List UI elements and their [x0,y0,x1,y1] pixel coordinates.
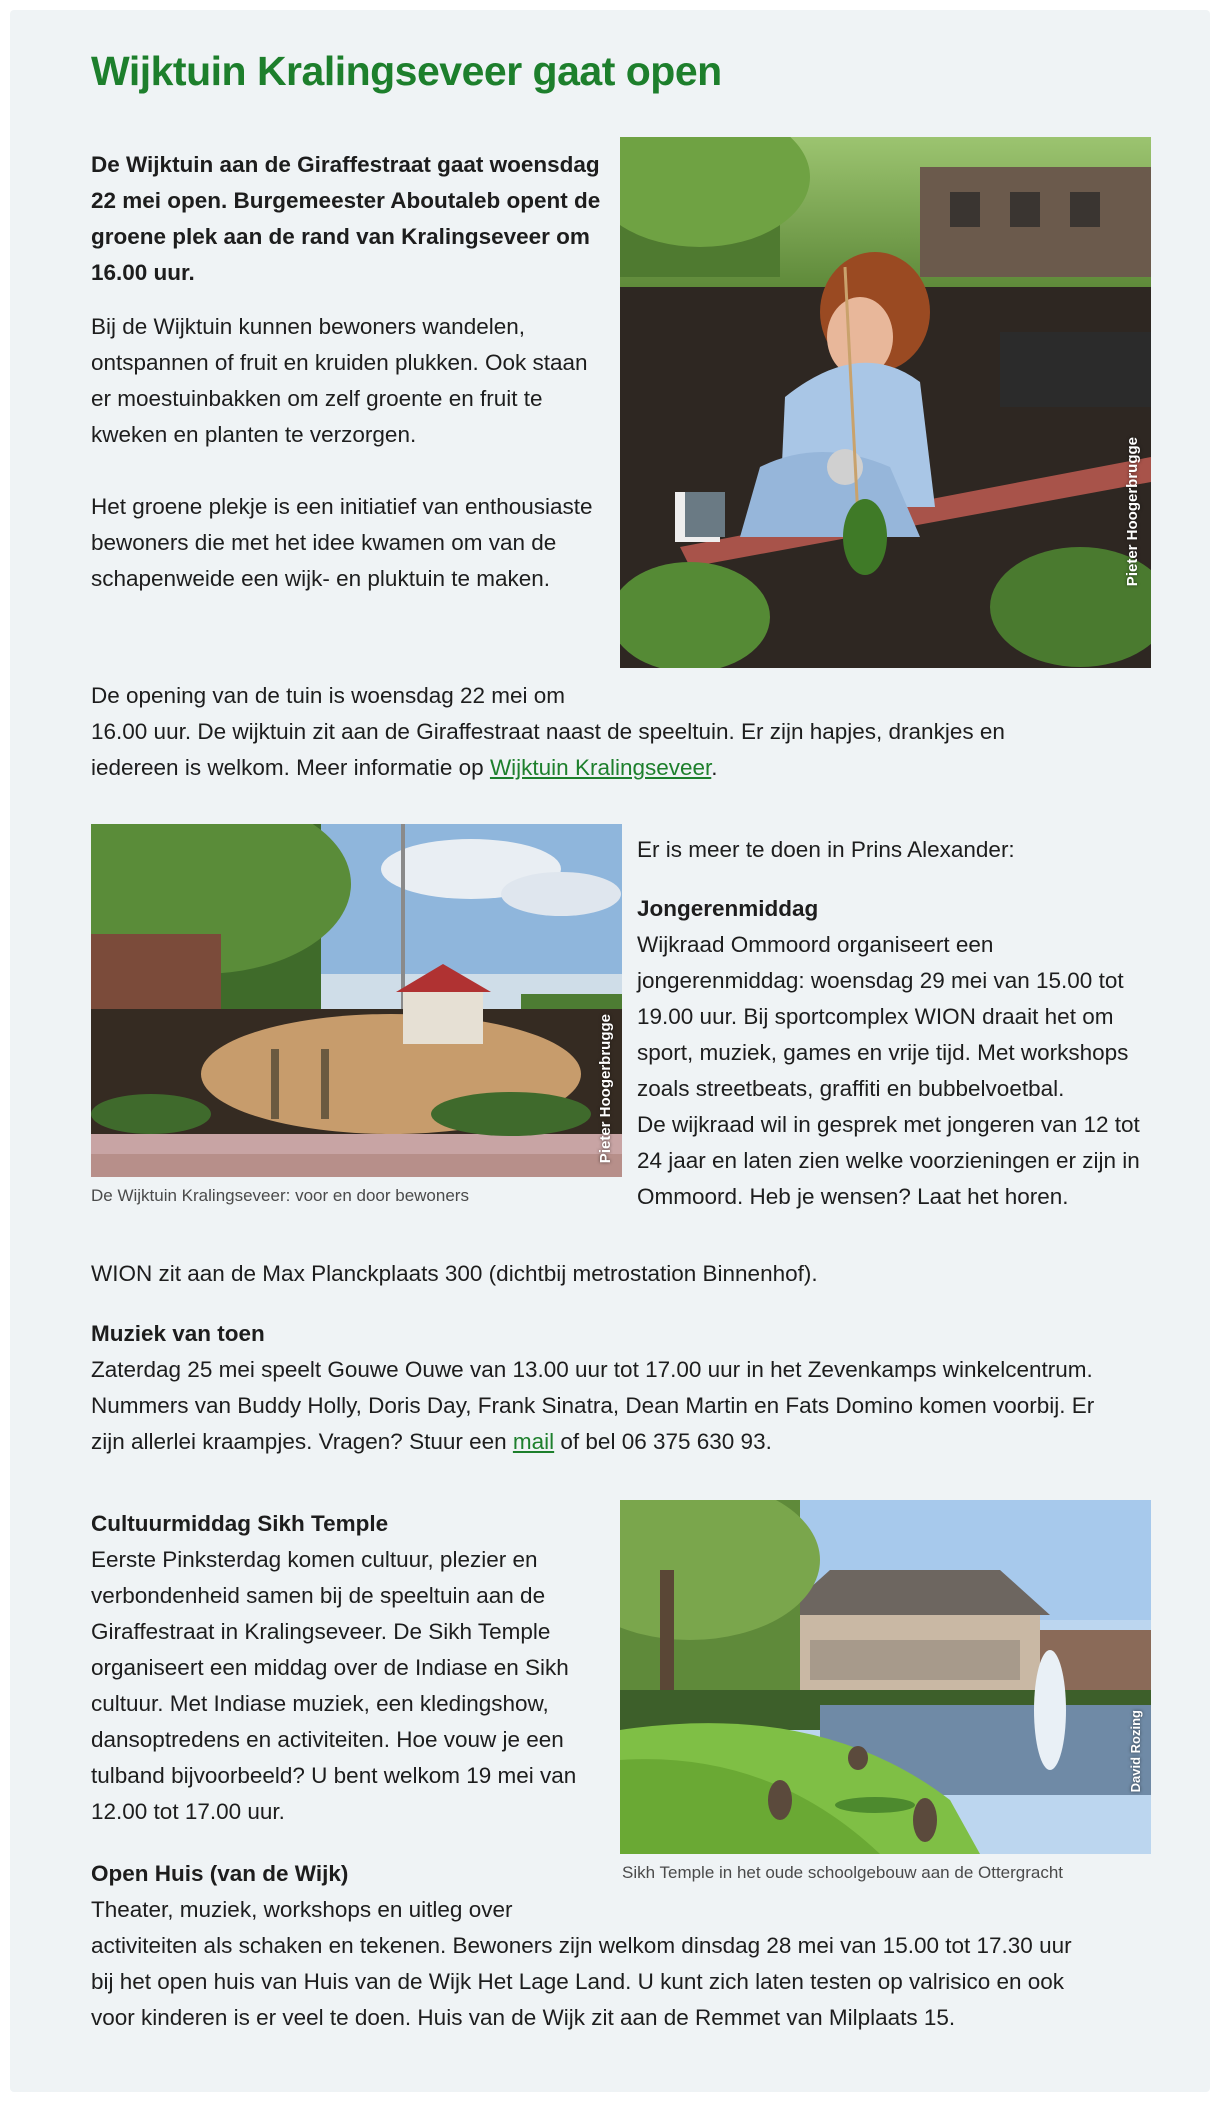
music-line-3 [91,1424,1151,1460]
music-section [91,1316,1151,1460]
openhouse-line-4: voor kinderen is er veel te doen. Huis van de Wijk zit aan de Remmet van Milplaats 15. [91,2005,956,2030]
music-title: Muziek van toen [91,1321,265,1346]
intro-column [91,147,611,597]
garden-photo-image [91,824,622,1177]
opening-line-3-end: . [711,755,718,780]
opening-line-1: De opening van de tuin is woensdag 22 mei om [91,683,566,708]
openhouse-line-1: Theater, muziek, workshops en uitleg over [91,1897,513,1922]
more-intro: Er is meer te doen in Prins Alexander: [637,837,1015,862]
sikh-section [91,1506,611,1830]
opening-line-3 [91,750,1151,786]
temple-photo-image [620,1500,1151,1854]
music-line-2: Nummers van Buddy Holly, Doris Day, Frank Sinatra, Dean Martin en Fats Domino komen voorbij. Er [91,1393,1095,1418]
wijktuin-link[interactable]: Wijktuin Kralingseveer [489,755,712,780]
youth-paragraph-2: De wijkraad wil in gesprek met jongeren van 12 tot 24 jaar en laten zien welke voorzieningen er zijn in Ommoord. Heb je wensen? Laat het horen. [637,1112,1140,1209]
openhouse-title: Open Huis (van de Wijk) [91,1861,349,1886]
youth-paragraph-1: Wijkraad Ommoord organiseert een jongerenmiddag: woensdag 29 mei van 15.00 tot 19.00 uur. Bij sportcomplex WION draait het om sport, muziek, games en vrije tijd. Met workshops zoals streetbeats, graffiti en bubbelvoetbal. [637,932,1129,1101]
opening-paragraph [91,678,1151,786]
more-column [637,832,1151,1215]
page-title: Wijktuin Kralingseveer gaat open [91,48,722,94]
opening-line-3-text: iedereen is welkom. Meer informatie op [91,755,490,780]
temple-photo [620,1500,1151,1854]
sikh-title: Cultuurmiddag Sikh Temple [91,1511,389,1536]
intro-paragraph-2: Het groene plekje is een initiatief van enthousiaste bewoners die met het idee kwamen om van de schapenweide een wijk- en pluktuin te maken. [91,494,593,591]
temple-photo-credit: David Rozing [1128,1710,1143,1793]
openhouse-section [91,1856,1151,2036]
intro-lead: De Wijktuin aan de Giraffestraat gaat woensdag 22 mei open. Burgemeester Aboutaleb opent de groene plek aan de rand van Kralingseveer om 16.00 uur. [91,152,601,285]
garden-photo-credit: Pieter Hoogerbrugge [597,1014,614,1164]
youth-title: Jongerenmiddag [637,896,819,921]
garden-photo-caption: De Wijktuin Kralingseveer: voor en door bewoners [91,1186,469,1205]
music-line-3-text: zijn allerlei kraampjes. Vragen? Stuur een [91,1429,513,1454]
intro-paragraph-1: Bij de Wijktuin kunnen bewoners wandelen, ontspannen of fruit en kruiden plukken. Ook staan er moestuinbakken om zelf groente en fruit te kweken en planten te verzorgen. [91,314,588,447]
opening-line-2: 16.00 uur. De wijktuin zit aan de Giraffestraat naast de speeltuin. Er zijn hapjes, drankjes en [91,719,1005,744]
music-line-3-end: of bel 06 375 630 93. [554,1429,772,1454]
youth-paragraph-3: WION zit aan de Max Planckplaats 300 (dichtbij metrostation Binnenhof). [91,1261,818,1286]
gardener-photo-image [620,137,1151,668]
gardener-photo-credit: Pieter Hoogerbrugge [1124,437,1141,587]
gardener-photo [620,137,1151,668]
mail-link[interactable]: mail [512,1429,555,1454]
openhouse-line-2: activiteiten als schaken en tekenen. Bewoners zijn welkom dinsdag 28 mei van 15.00 tot 17.30 uur [91,1933,1072,1958]
article-card [10,10,1210,2092]
garden-photo [91,824,622,1177]
openhouse-line-3: bij het open huis van Huis van de Wijk Het Lage Land. U kunt zich laten testen op valrisico en ook [91,1969,1065,1994]
music-line-1: Zaterdag 25 mei speelt Gouwe Ouwe van 13.00 uur tot 17.00 uur in het Zevenkamps winkelcentrum. [91,1357,1093,1382]
sikh-text: Eerste Pinksterdag komen cultuur, plezier en verbondenheid samen bij de speeltuin aan de Giraffestraat in Kralingseveer. De Sikh Temple organiseert een middag over de Indiase en Sikh cultuur. Met Indiase muziek, een kledingshow, dansoptredens en activiteiten. Hoe vouw je een tulband bijvoorbeeld? U bent welkom 19 mei van 12.00 tot 17.00 uur. [91,1547,577,1824]
temple-photo-caption: Sikh Temple in het oude schoolgebouw aan de Ottergracht [622,1863,1064,1882]
